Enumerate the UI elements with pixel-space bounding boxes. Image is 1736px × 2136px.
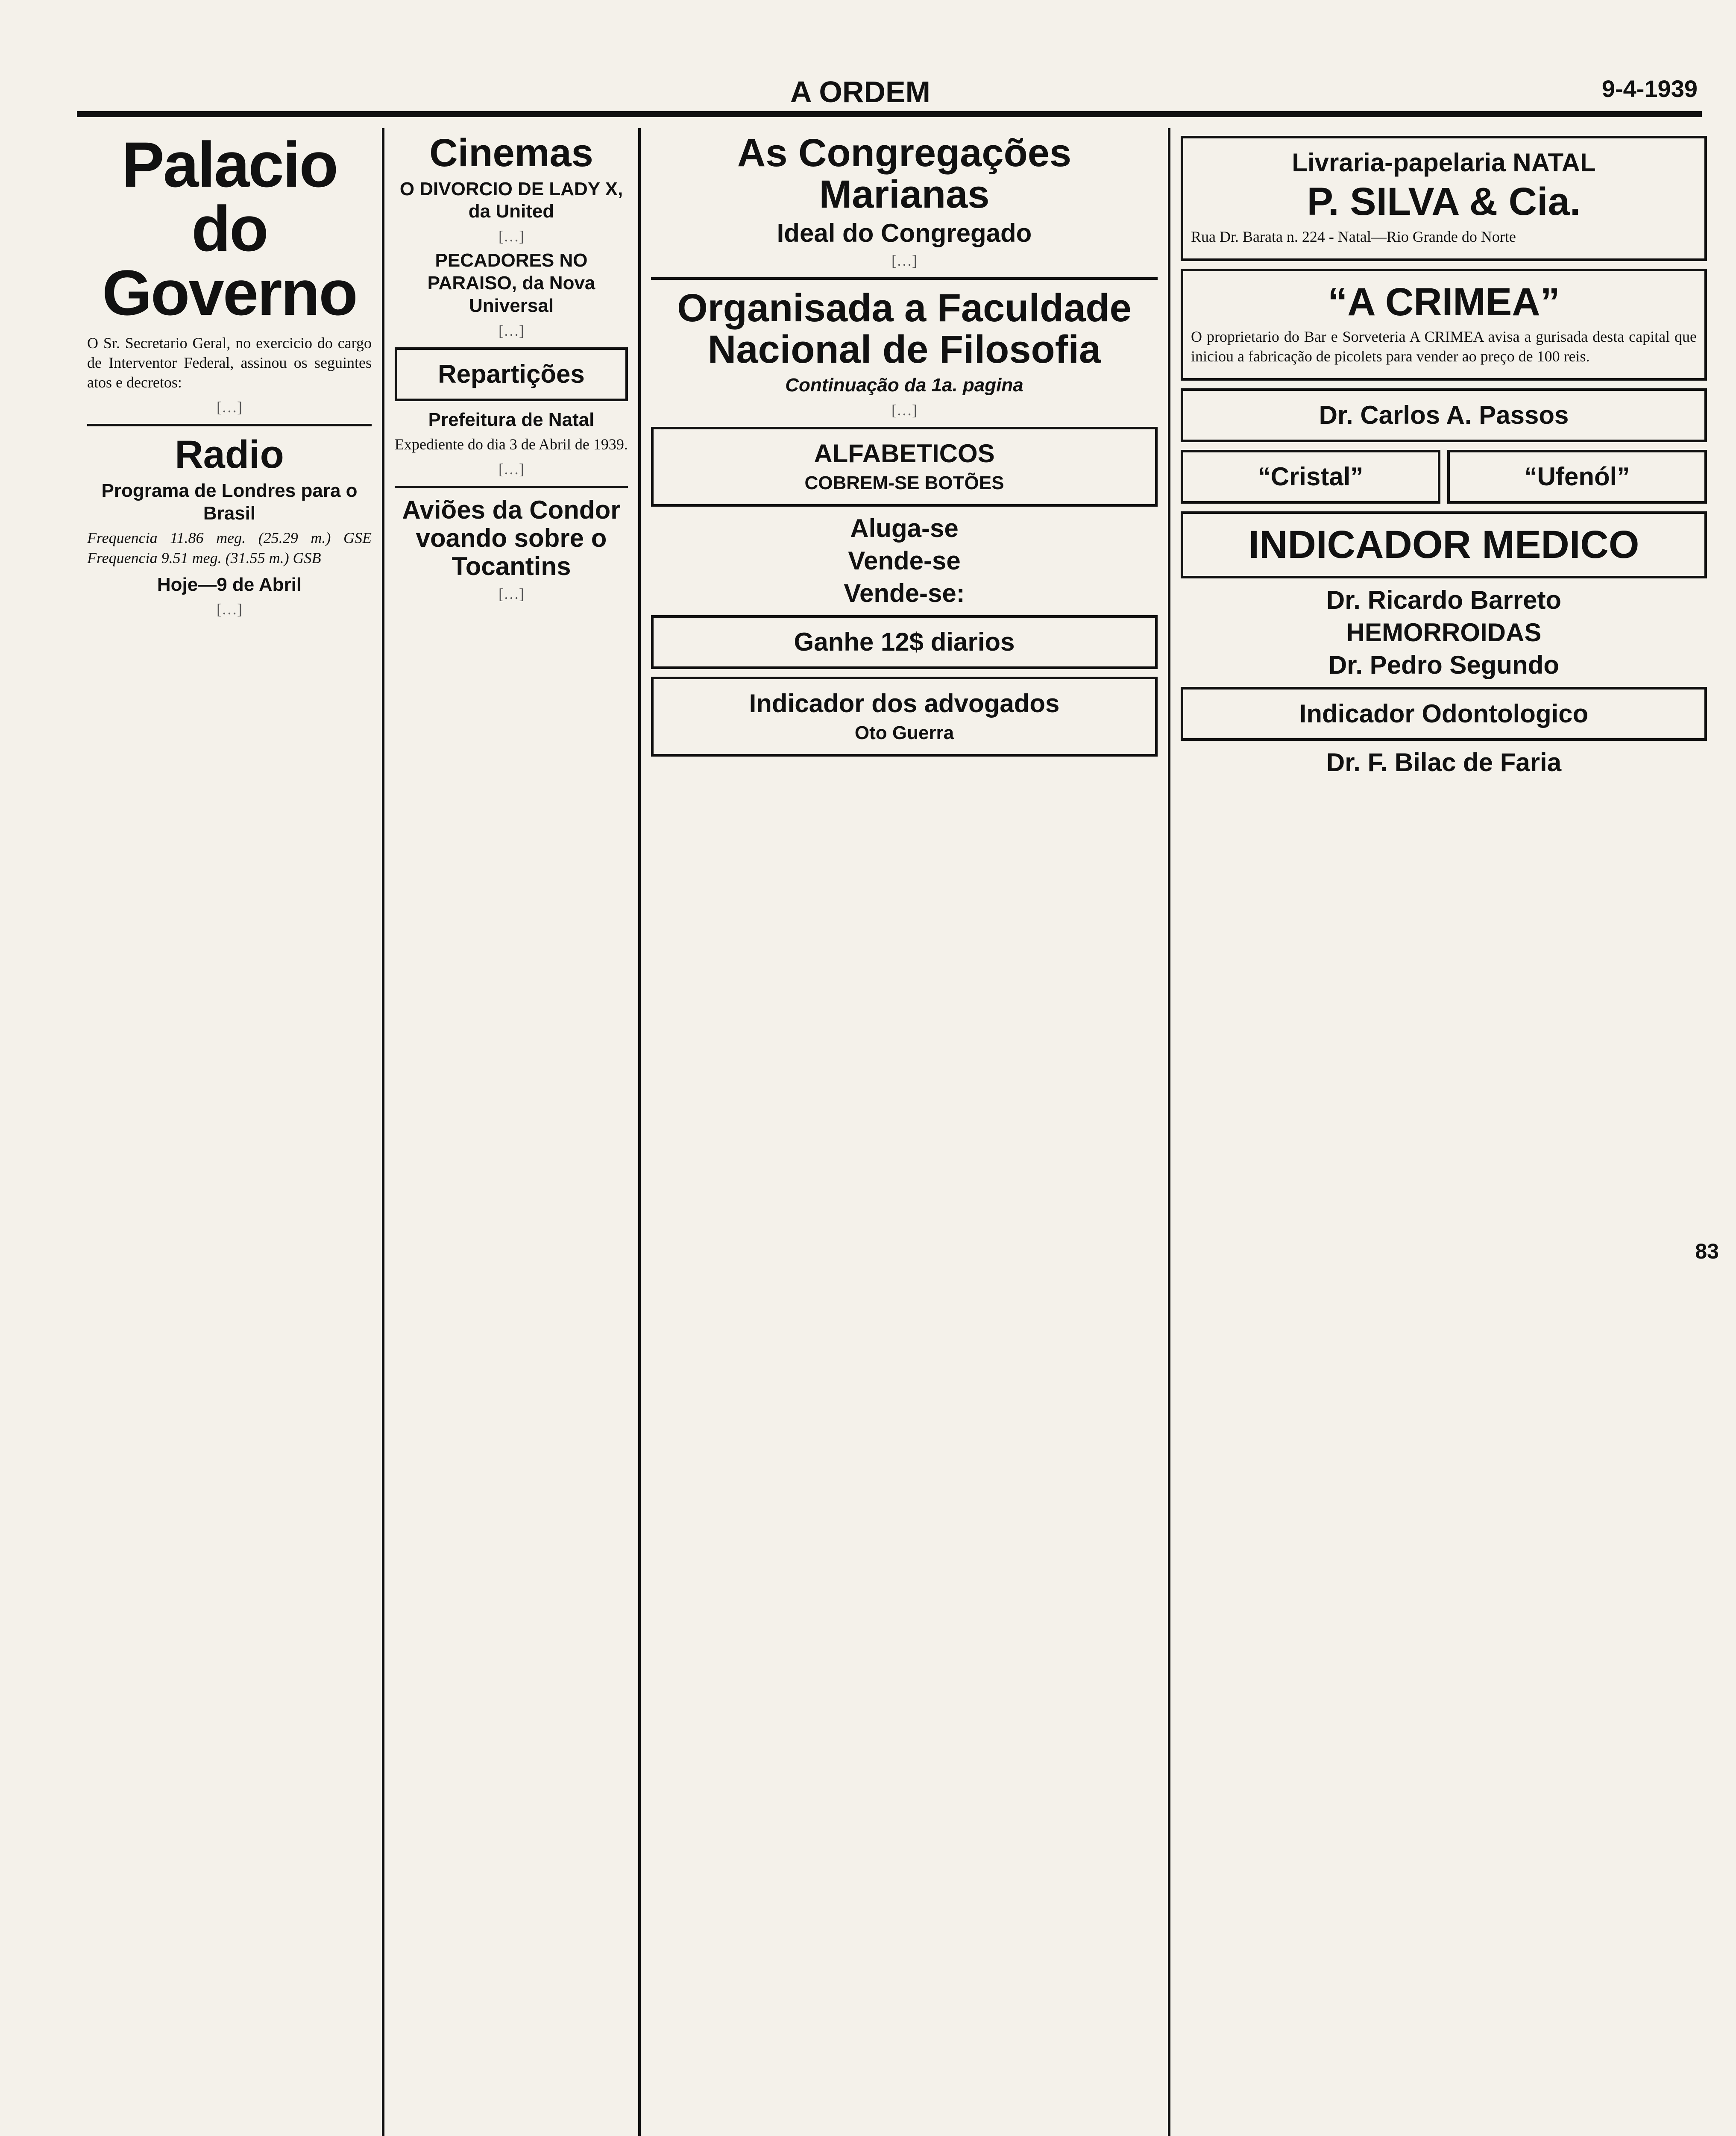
column-2 — [384, 128, 641, 2136]
livraria-headline: Livraria-papelaria NATAL — [1292, 148, 1596, 177]
divider — [395, 486, 628, 488]
divider — [651, 277, 1158, 280]
ricardo-headline: Dr. Ricardo Barreto — [1326, 586, 1562, 615]
reparticoes-headline: Repartições — [438, 359, 585, 388]
passos-headline: Dr. Carlos A. Passos — [1319, 401, 1569, 430]
livraria-address: Rua Dr. Barata n. 224 - Natal—Rio Grande do Norte — [1191, 228, 1516, 245]
bilac-headline: Dr. F. Bilac de Faria — [1326, 748, 1562, 777]
cristal-headline: “Cristal” — [1258, 462, 1364, 491]
radio-day: Hoje—9 de Abril — [157, 574, 302, 595]
palacio-headline: Palacio do Governo — [102, 129, 357, 329]
radio-headline: Radio — [175, 433, 284, 477]
placeholder-text: […] — [217, 601, 242, 618]
segundo-headline: Dr. Pedro Segundo — [1328, 651, 1560, 680]
cinema-film-2: PECADORES NO PARAISO, da Nova Universal — [427, 250, 595, 316]
palacio-intro: O Sr. Secretario Geral, no exercicio do cargo de Interventor Federal, assinou os seguintes atos e decretos: — [87, 334, 372, 391]
radio-subhead: Programa de Londres para o Brasil — [101, 480, 358, 524]
advogados-headline: Indicador dos advogados — [749, 689, 1060, 718]
ganhe-box — [651, 615, 1158, 669]
placeholder-text: […] — [499, 228, 524, 245]
crimea-text: O proprietario do Bar e Sorveteria A CRIMEA avisa a gurisada desta capital que iniciou a fabricação de picolets para vender ao preço de 100 reis. — [1191, 328, 1697, 365]
odonto-box — [1181, 687, 1707, 741]
alfabeticos-headline: ALFABETICOS — [814, 439, 995, 468]
reparticoes-box — [395, 347, 628, 401]
reparticoes-subhead: Prefeitura de Natal — [428, 409, 595, 430]
crimea-headline: “A CRIMEA” — [1328, 280, 1560, 324]
congregacoes-subhead: Ideal do Congregado — [777, 219, 1032, 248]
cristal-ad — [1181, 450, 1440, 504]
oto-guerra-name: Oto Guerra — [854, 722, 954, 743]
odonto-headline: Indicador Odontologico — [1299, 699, 1589, 728]
column-1 — [77, 128, 384, 2136]
indicador-medico-box — [1181, 511, 1707, 578]
hemorroidas-headline: HEMORROIDAS — [1346, 618, 1542, 647]
page-number: 83 — [1695, 1239, 1719, 1263]
divider — [87, 424, 372, 426]
placeholder-text: […] — [499, 322, 524, 339]
column-3 — [641, 128, 1170, 2136]
passos-ad — [1181, 388, 1707, 442]
ufenol-headline: “Ufenól” — [1524, 462, 1630, 491]
cinemas-headline: Cinemas — [429, 131, 593, 175]
congregacoes-headline: As Congregações Marianas — [737, 131, 1072, 216]
vende-headline-1: Vende-se — [848, 546, 961, 575]
placeholder-text: […] — [499, 585, 524, 603]
placeholder-text: […] — [499, 461, 524, 478]
avioes-headline: Aviões da Condor voando sobre o Tocantins — [402, 496, 621, 581]
placeholder-text: […] — [891, 402, 917, 419]
masthead-title: A ORDEM — [790, 75, 930, 109]
livraria-name: P. SILVA & Cia. — [1307, 180, 1581, 223]
vende-headline-2: Vende-se: — [844, 578, 965, 607]
crimea-ad — [1181, 269, 1707, 381]
placeholder-text: […] — [891, 252, 917, 270]
column-4 — [1170, 128, 1717, 2136]
reparticoes-date: Expediente do dia 3 de Abril de 1939. — [395, 436, 628, 453]
ganhe-headline: Ganhe 12$ diarios — [794, 627, 1015, 656]
livraria-ad — [1181, 136, 1707, 261]
radio-frequency: Frequencia 11.86 meg. (25.29 m.) GSE Frequencia 9.51 meg. (31.55 m.) GSB — [87, 529, 372, 566]
filosofia-continuation: Continuação da 1a. pagina — [785, 375, 1023, 396]
ufenol-ad — [1447, 450, 1707, 504]
placeholder-text: […] — [217, 399, 242, 416]
masthead-date: 9-4-1939 — [1601, 75, 1698, 102]
alfabeticos-box — [651, 427, 1158, 507]
advogados-box — [651, 677, 1158, 757]
cinema-film-1: O DIVORCIO DE LADY X, da United — [399, 178, 623, 222]
cristal-ufenol-ads — [1181, 450, 1707, 504]
alfabeticos-subhead: COBREM-SE BOTÕES — [804, 472, 1004, 494]
indicador-medico-headline: INDICADOR MEDICO — [1248, 523, 1639, 567]
aluga-headline: Aluga-se — [850, 513, 959, 543]
filosofia-headline: Organisada a Faculdade Nacional de Filosofia — [677, 286, 1132, 371]
